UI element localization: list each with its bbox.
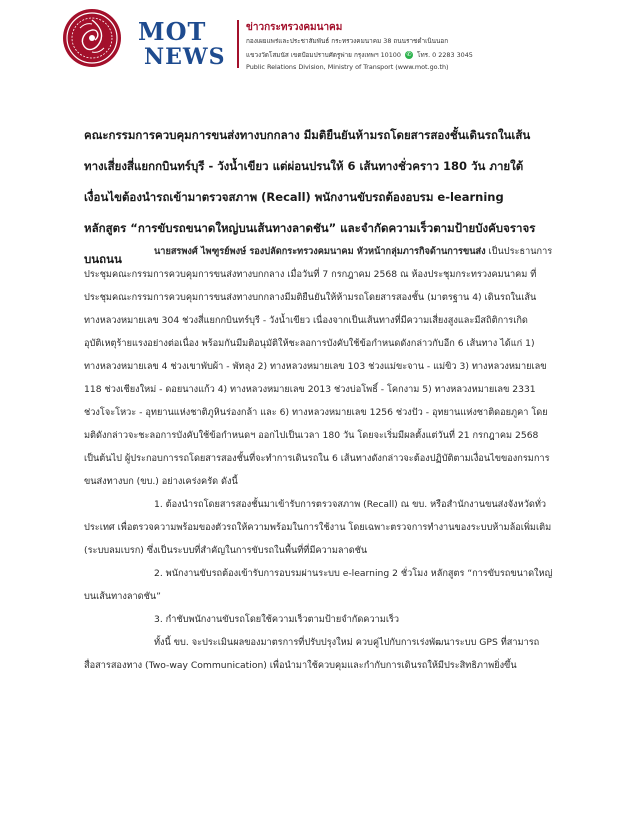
- header-address-line1: กองเผยแพร่และประชาสัมพันธ์ กระทรวงคมนาคม 38 ถนนราชดำเนินนอก: [246, 37, 449, 45]
- article-item-3: 3. กำชับพนักงานขับรถโดยใช้ความเร็วตามป้ายจำกัดความเร็ว: [154, 614, 400, 625]
- article-body: [84, 240, 554, 677]
- article-item-1: 1. ต้องนำรถโดยสารสองชั้นมาเข้ารับการตรวจสภาพ (Recall) ณ ขบ. หรือสำนักงานขนส่งจังหวัดทั่วประเทศ เพื่อตรวจความพร้อมของตัวรถให้ความพร้อมในการใช้งาน โดยเฉพาะตรวจการทำงานของระบบห้ามล้อเพิ่มเติม (ระบบลมเบรก) ซึ่งเป็นระบบที่สำคัญในการขับรถในพื้นที่ที่มีความลาดชัน: [84, 499, 552, 556]
- news-header: [0, 0, 628, 78]
- phone-icon: ✆: [406, 51, 412, 58]
- article-paragraph-1: [84, 240, 554, 493]
- ministry-seal-logo: [62, 8, 122, 68]
- brand-mot: MOT: [138, 17, 207, 46]
- header-address-line2: [246, 50, 473, 60]
- header-address-line3: Public Relations Division, Ministry of Transport (www.mot.go.th): [246, 63, 449, 71]
- article-closing: ทั้งนี้ ขบ. จะประเมินผลของมาตรการที่ปรับปรุงใหม่ ควบคู่ไปกับการเร่งพัฒนาระบบ GPS ที่สามารถสื่อสารสองทาง (Two-way Communication) เพื่อนำมาใช้ควบคุมและกำกับการเดินรถให้มีประสิทธิภาพยิ่งขึ้น: [84, 637, 540, 671]
- article-lead: นายสรพงศ์ ไพฑูรย์พงษ์ รองปลัดกระทรวงคมนาคม หัวหน้ากลุ่มภารกิจด้านการขนส่ง: [154, 246, 486, 257]
- article-paragraph-1-text: เป็นประธานการประชุมคณะกรรมการควบคุมการขนส่งทางบกกลาง เมื่อวันที่ 7 กรกฎาคม 2568 ณ ห้องประชุมกระทรวงคมนาคม ที่ประชุมคณะกรรมการควบคุมการขนส่งทางบกกลางมีมติยืนยันให้ห้ามรถโดยสารสองชั้น (มาตรฐาน 4) เดินรถในเส้นทางหลวงหมายเลข 304 ช่วงสี่แยกกบินทร์บุรี - วังน้ำเขียว เนื่องจากเป็นเส้นทางที่มีความเสี่ยงสูงและมีสถิติการเกิดอุบัติเหตุร้ายแรงอย่างต่อเนื่อง พร้อมกันมีมติอนุมัติให้ชะลอการบังคับใช้ข้อกำหนดดังกล่าวกับอีก 6 เส้นทาง ได้แก่ 1) ทางหลวงหมายเลข 4 ช่วงเขาพับผ้า - พัทลุง 2) ทางหลวงหมายเลข 103 ช่วงแม่ขะจาน - แม่ขิว 3) ทางหลวงหมายเลข 118 ช่วงเชียงใหม่ - ดอยนางแก้ว 4) ทางหลวงหมายเลข 2013 ช่วงบ่อโพธิ์ - โคกงาม 5) ทางหลวงหมายเลข 2331 ช่วงโจะโหวะ - อุทยานแห่งชาติภูหินร่องกล้า และ 6) ทางหลวงหมายเลข 1256 ช่วงปัว - อุทยานแห่งชาติดอยภูคา โดยมติดังกล่าวจะชะลอการบังคับใช้ข้อกำหนดฯ ออกไปเป็นเวลา 180 วัน โดยจะเริ่มมีผลตั้งแต่วันที่ 21 กรกฎาคม 2568 เป็นต้นไป ผู้ประกอบการรถโดยสารสองชั้นที่จะทำการเดินรถใน 6 เส้นทางดังกล่าวจะต้องปฏิบัติตามเงื่อนไขของกรมการขนส่งทางบก (ขบ.) อย่างเคร่งครัด ดังนี้: [84, 246, 553, 487]
- article-item-2: 2. พนักงานขับรถต้องเข้ารับการอบรมผ่านระบบ e-learning 2 ชั่วโมง หลักสูตร “การขับรถขนาดใหญ่บนเส้นทางลาดชัน”: [84, 568, 553, 602]
- article-headline: คณะกรรมการควบคุมการขนส่งทางบกกลาง มีมติยืนยันห้ามรถโดยสารสองชั้นเดินรถในเส้นทางเสี่ยงสี่แยกกบินทร์บุรี - วังน้ำเขียว แต่ผ่อนปรนให้ 6 เส้นทางชั่วคราว 180 วัน ภายใต้เงื่อนไขต้องนำรถเข้ามาตรวจสภาพ (Recall) พนักงานขับรถต้องอบรม e-learning หลักสูตร “การขับรถขนาดใหญ่บนเส้นทางลาดชัน” และจำกัดความเร็วตามป้ายบังคับจราจรบนถนน: [84, 128, 536, 266]
- header-divider: [237, 20, 239, 68]
- header-phone: โทร. 0 2283 3045: [417, 51, 473, 59]
- header-address-district: แขวงวัดโสมนัส เขตป้อมปราบศัตรูพ่าย กรุงเทพฯ 10100: [246, 51, 401, 59]
- header-title: ข่าวกระทรวงคมนาคม: [246, 22, 343, 33]
- brand-news: NEWS: [144, 44, 226, 70]
